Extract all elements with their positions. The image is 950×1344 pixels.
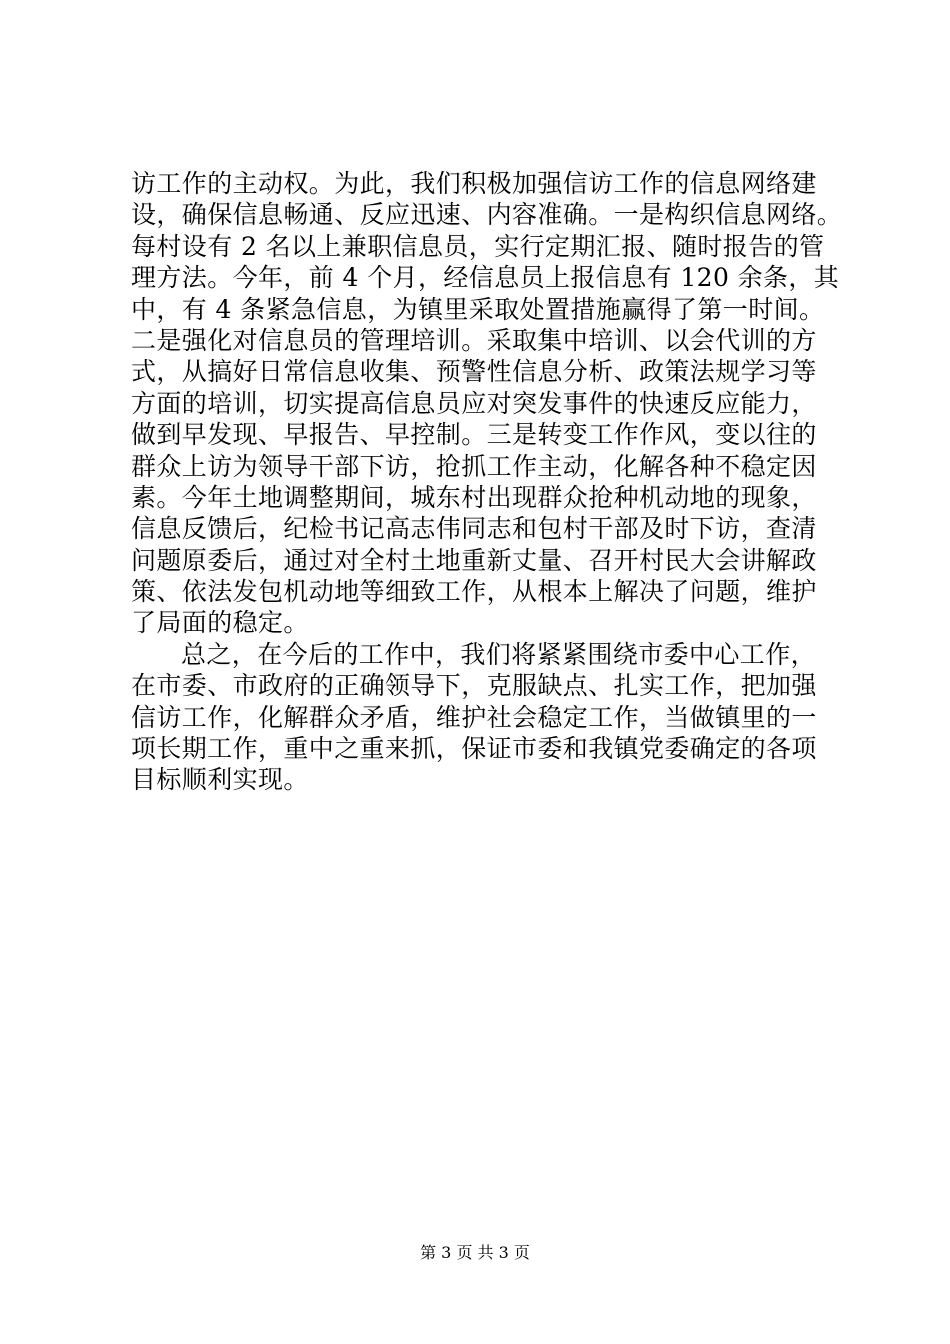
text-line: 设，确保信息畅通、反应迅速、内容准确。一是构织信息网络。 xyxy=(131,200,843,230)
paragraph-conclusion xyxy=(131,639,831,796)
text-line: 式，从搞好日常信息收集、预警性信息分析、政策法规学习等 xyxy=(131,357,817,387)
text-line: 二是强化对信息员的管理培训。采取集中培训、以会代训的方 xyxy=(131,325,817,355)
page-number-footer: 第 3 页 共 3 页 xyxy=(420,1243,530,1262)
document-body xyxy=(131,168,843,796)
text-line: 总之，在今后的工作中，我们将紧紧围绕市委中心工作， xyxy=(181,639,817,669)
text-line: 项长期工作，重中之重来抓，保证市委和我镇党委确定的各项 xyxy=(131,734,817,764)
text-line: 做到早发现、早报告、早控制。三是转变工作作风，变以往的 xyxy=(131,420,817,450)
text-line: 目标顺利实现。 xyxy=(131,765,309,795)
text-line: 信访工作，化解群众矛盾，维护社会稳定工作，当做镇里的一 xyxy=(131,702,817,732)
text-line: 问题原委后，通过对全村土地重新丈量、召开村民大会讲解政 xyxy=(131,545,817,575)
text-line: 在市委、市政府的正确领导下，克服缺点、扎实工作，把加强 xyxy=(131,671,817,701)
text-line: 群众上访为领导干部下访，抢抓工作主动，化解各种不稳定因 xyxy=(131,451,817,481)
text-line: 信息反馈后，纪检书记高志伟同志和包村干部及时下访，查清 xyxy=(131,514,817,544)
text-line: 了局面的稳定。 xyxy=(131,608,309,638)
text-line: 策、依法发包机动地等细致工作，从根本上解决了问题，维护 xyxy=(131,577,817,607)
paragraph-information-network xyxy=(131,168,843,639)
text-line: 访工作的主动权。为此，我们积极加强信访工作的信息网络建 xyxy=(131,169,817,198)
text-line: 每村设有 2 名以上兼职信息员，实行定期汇报、随时报告的管 xyxy=(131,231,825,261)
text-line: 方面的培训，切实提高信息员应对突发事件的快速反应能力， xyxy=(131,388,817,418)
text-line: 中，有 4 条紧急信息，为镇里采取处置措施赢得了第一时间。 xyxy=(131,294,825,324)
text-line: 理方法。今年，前 4 个月，经信息员上报信息有 120 余条，其 xyxy=(131,263,840,293)
text-line: 素。今年土地调整期间，城东村出现群众抢种机动地的现象， xyxy=(131,482,817,512)
